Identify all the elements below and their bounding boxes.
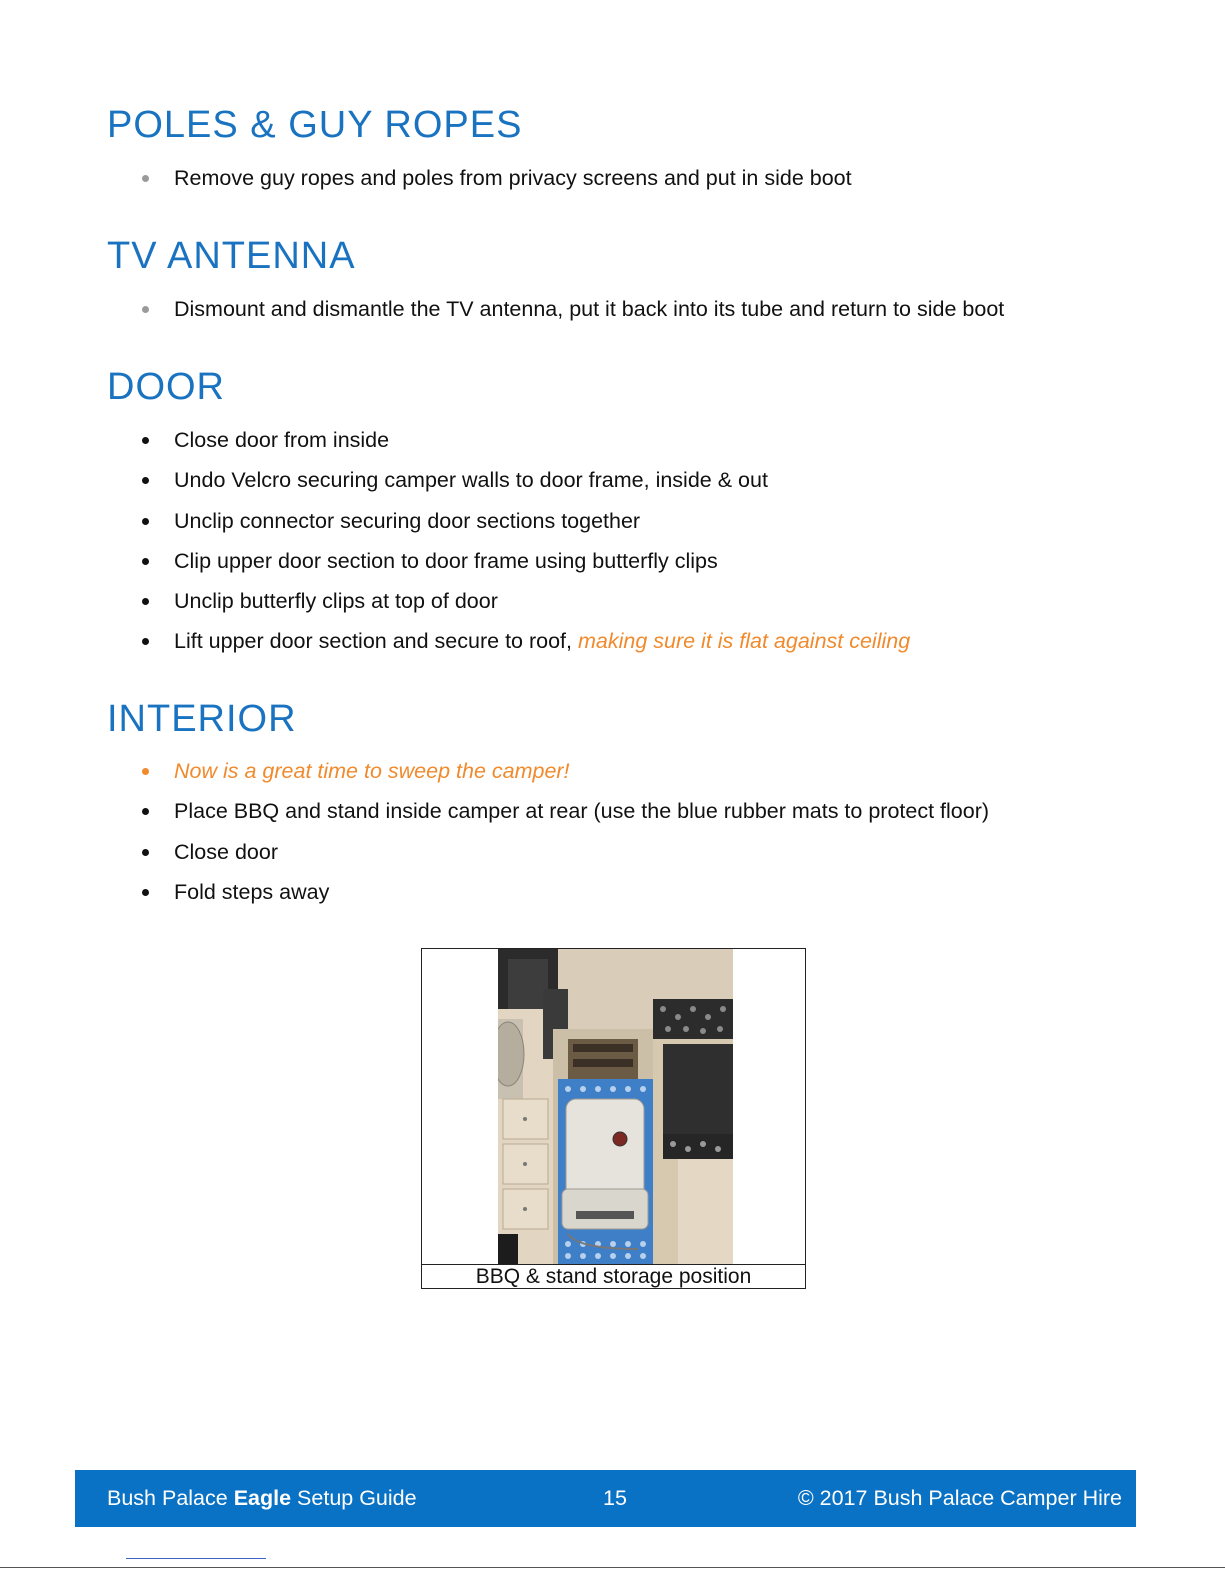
bbq-figure	[421, 948, 806, 1289]
bullet-icon	[142, 638, 149, 645]
list-item: Lift upper door section and secure to roof, making sure it is flat against ceiling	[140, 629, 910, 653]
list-item: Unclip butterfly clips at top of door	[140, 589, 910, 613]
list-item: Undo Velcro securing camper walls to door frame, inside & out	[140, 468, 910, 492]
section-title-tv-antenna: TV ANTENNA	[107, 235, 356, 277]
list-item: Fold steps away	[140, 880, 989, 904]
emphasis-text: Now is a great time to sweep the camper!	[174, 759, 570, 783]
bullet-icon	[142, 889, 149, 896]
bbq-storage-photo	[498, 949, 733, 1265]
list-item: Close door	[140, 840, 989, 864]
list-item	[140, 759, 989, 783]
page-number: 15	[603, 1486, 627, 1510]
list-item: Close door from inside	[140, 428, 910, 452]
footer-copyright: © 2017 Bush Palace Camper Hire	[797, 1486, 1122, 1510]
bullet-icon	[142, 306, 149, 313]
bullet-icon	[142, 437, 149, 444]
bullet-icon	[142, 518, 149, 525]
list-item: Place BBQ and stand inside camper at rear (use the blue rubber mats to protect floor)	[140, 799, 989, 823]
list-item: Unclip connector securing door sections together	[140, 509, 910, 533]
interior-list	[140, 759, 989, 920]
poles-list	[140, 166, 852, 206]
bullet-icon	[142, 598, 149, 605]
bullet-icon	[142, 175, 149, 182]
figure-caption: BBQ & stand storage position	[422, 1264, 805, 1289]
bullet-icon	[142, 477, 149, 484]
page-footer	[75, 1470, 1136, 1527]
tv-antenna-list	[140, 297, 1004, 337]
page-bottom-rule	[0, 1567, 1225, 1568]
section-title-interior: INTERIOR	[107, 698, 297, 740]
emphasis-text: making sure it is flat against ceiling	[577, 629, 911, 654]
section-title-poles: POLES & GUY ROPES	[107, 104, 523, 146]
section-title-door: DOOR	[107, 366, 225, 408]
footer-title: Bush Palace Eagle Setup Guide	[107, 1486, 417, 1510]
bullet-icon	[142, 768, 149, 775]
list-item: Dismount and dismantle the TV antenna, put it back into its tube and return to side boot	[140, 297, 1004, 321]
footnote-divider	[126, 1558, 266, 1559]
bullet-icon	[142, 849, 149, 856]
bullet-icon	[142, 808, 149, 815]
bullet-icon	[142, 558, 149, 565]
list-item: Remove guy ropes and poles from privacy screens and put in side boot	[140, 166, 852, 190]
list-item: Clip upper door section to door frame using butterfly clips	[140, 549, 910, 573]
door-list	[140, 428, 910, 670]
